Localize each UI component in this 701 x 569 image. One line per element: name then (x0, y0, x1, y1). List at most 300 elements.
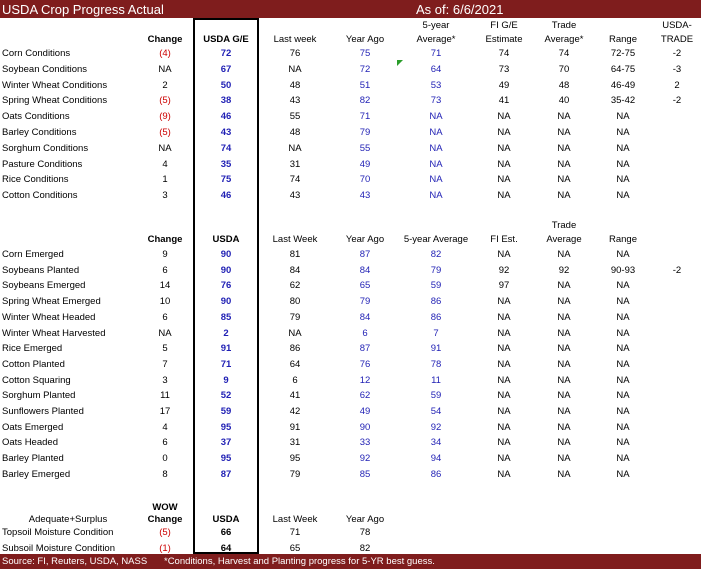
year-ago-cell: 43 (359, 190, 371, 202)
usda-cell: 76 (220, 280, 232, 292)
five-year-cell: 73 (430, 95, 442, 107)
five-year-cell: 59 (430, 280, 442, 292)
s1-header-5yr-1: 5-year (422, 20, 450, 31)
trade-average-cell: NA (557, 327, 571, 339)
table-row (0, 143, 701, 158)
trade-average-cell: NA (557, 127, 571, 138)
range-cell: NA (616, 111, 630, 123)
last-week-cell: 42 (289, 406, 301, 417)
row-label: Cotton Conditions (2, 190, 78, 202)
trade-average-cell: NA (557, 390, 571, 402)
last-week-cell: NA (288, 142, 302, 154)
change-cell: NA (158, 327, 172, 339)
s2-header-range: Range (609, 234, 637, 245)
fi-estimate-cell: NA (497, 468, 511, 480)
usda-trade-cell: -3 (672, 63, 682, 75)
row-label: Winter Wheat Conditions (2, 79, 108, 91)
trade-average-cell: NA (557, 358, 571, 370)
s3-header-year-ago: Year Ago (345, 514, 385, 525)
s2-header-year-ago: Year Ago (345, 234, 385, 245)
trade-average-cell: NA (557, 406, 571, 417)
usda-cell: 38 (220, 95, 232, 107)
s1-header-trade-2: Average* (544, 34, 584, 45)
row-label: Spring Wheat Conditions (2, 95, 108, 107)
range-cell: NA (616, 327, 630, 339)
s1-header-range: Range (609, 34, 637, 45)
s2-header-5yr: 5-year Average (403, 234, 469, 245)
range-cell: NA (616, 343, 630, 355)
s1-header-usda-trade-2: TRADE (660, 34, 694, 45)
fi-estimate-cell: NA (497, 249, 511, 260)
year-ago-cell: 76 (359, 358, 371, 370)
s2-header-trade-2: Average (546, 234, 582, 245)
table-row (0, 312, 701, 327)
usda-cell: 64 (220, 542, 232, 554)
five-year-cell: NA (429, 190, 443, 202)
s1-header-year-ago: Year Ago (345, 34, 385, 45)
fi-estimate-cell: NA (497, 406, 511, 417)
change-cell: 6 (162, 311, 168, 323)
five-year-cell: 86 (430, 311, 442, 323)
s2-header-fi: FI Est. (490, 234, 518, 245)
table-row (0, 174, 701, 189)
year-ago-cell: 79 (359, 127, 371, 138)
range-cell: 72-75 (610, 48, 636, 59)
title-bar (0, 0, 701, 18)
fi-estimate-cell: NA (497, 174, 511, 186)
table-row (0, 127, 701, 142)
usda-trade-cell: -2 (672, 48, 682, 59)
row-label: Pasture Conditions (2, 158, 83, 170)
fi-estimate-cell: NA (497, 374, 511, 386)
trade-average-cell: NA (557, 311, 571, 323)
last-week-cell: NA (288, 327, 302, 339)
table-row (0, 280, 701, 295)
usda-trade-cell: 2 (674, 79, 680, 91)
table-row (0, 469, 701, 484)
usda-cell: 90 (220, 296, 232, 308)
row-label: Soybean Conditions (2, 63, 88, 75)
range-cell: NA (616, 358, 630, 370)
s1-header-5yr-2: Average* (416, 34, 456, 45)
usda-cell: 90 (220, 249, 232, 260)
last-week-cell: 71 (289, 527, 301, 538)
year-ago-cell: 87 (359, 249, 371, 260)
table-row (0, 437, 701, 452)
row-label: Oats Emerged (2, 421, 64, 433)
fi-estimate-cell: 41 (498, 95, 510, 107)
range-cell: 64-75 (610, 63, 636, 75)
range-cell: NA (616, 296, 630, 308)
table-row (0, 64, 701, 79)
range-cell: NA (616, 390, 630, 402)
trade-average-cell: NA (557, 249, 571, 260)
last-week-cell: 43 (289, 95, 301, 107)
year-ago-cell: 49 (359, 158, 371, 170)
range-cell: NA (616, 374, 630, 386)
usda-trade-cell: -2 (672, 95, 682, 107)
trade-average-cell: 92 (558, 264, 570, 276)
s3-header-wow: WOW (152, 502, 178, 513)
range-cell: NA (616, 406, 630, 417)
range-cell: NA (616, 311, 630, 323)
usda-trade-cell: -2 (672, 264, 682, 276)
fi-estimate-cell: NA (497, 327, 511, 339)
fi-estimate-cell: NA (497, 127, 511, 138)
row-label: Rice Emerged (2, 343, 63, 355)
usda-cell: 85 (220, 311, 232, 323)
trade-average-cell: 74 (558, 48, 570, 59)
last-week-cell: 81 (289, 249, 301, 260)
last-week-cell: 6 (292, 374, 298, 386)
row-label: Corn Conditions (2, 48, 71, 59)
s1-header-fi-1: FI G/E (490, 20, 518, 31)
change-cell: 1 (162, 174, 168, 186)
usda-cell: 95 (220, 453, 232, 465)
fi-estimate-cell: 92 (498, 264, 510, 276)
five-year-cell: 82 (430, 249, 442, 260)
five-year-cell: 78 (430, 358, 442, 370)
year-ago-cell: 84 (359, 264, 371, 276)
year-ago-cell: 71 (359, 111, 371, 123)
s2-header-last-week: Last Week (272, 234, 318, 245)
five-year-cell: 86 (430, 296, 442, 308)
year-ago-cell: 51 (359, 79, 371, 91)
five-year-cell: 79 (430, 264, 442, 276)
last-week-cell: 48 (289, 127, 301, 138)
range-cell: NA (616, 280, 630, 292)
change-cell: 3 (162, 374, 168, 386)
range-cell: NA (616, 468, 630, 480)
last-week-cell: 95 (289, 453, 301, 465)
five-year-cell: 94 (430, 453, 442, 465)
table-row (0, 390, 701, 405)
usda-cell: 50 (220, 79, 232, 91)
fi-estimate-cell: NA (497, 158, 511, 170)
s3-header-usda: USDA (212, 514, 240, 525)
usda-cell: 43 (220, 127, 232, 138)
usda-cell: 66 (220, 527, 232, 538)
range-cell: NA (616, 127, 630, 138)
usda-cell: 9 (223, 374, 229, 386)
year-ago-cell: 82 (359, 95, 371, 107)
usda-cell: 87 (220, 468, 232, 480)
year-ago-cell: 70 (359, 174, 371, 186)
table-row (0, 265, 701, 280)
change-cell: 0 (162, 453, 168, 465)
last-week-cell: 48 (289, 79, 301, 91)
s1-header-last-week: Last week (273, 34, 317, 45)
five-year-cell: NA (429, 127, 443, 138)
fi-estimate-cell: 49 (498, 79, 510, 91)
fi-estimate-cell: NA (497, 311, 511, 323)
range-cell: NA (616, 437, 630, 449)
change-cell: (5) (159, 527, 171, 538)
year-ago-cell: 65 (359, 280, 371, 292)
range-cell: 35-42 (610, 95, 636, 107)
trade-average-cell: NA (557, 190, 571, 202)
usda-cell: 67 (220, 63, 232, 75)
trade-average-cell: NA (557, 111, 571, 123)
trade-average-cell: NA (557, 343, 571, 355)
usda-cell: 71 (220, 358, 232, 370)
five-year-cell: NA (429, 142, 443, 154)
table-row (0, 328, 701, 343)
s2-header-change: Change (147, 234, 183, 245)
last-week-cell: 74 (289, 174, 301, 186)
fi-estimate-cell: NA (497, 111, 511, 123)
year-ago-cell: 12 (359, 374, 371, 386)
last-week-cell: 80 (289, 296, 301, 308)
row-label: Cotton Planted (2, 358, 65, 370)
year-ago-cell: 49 (359, 406, 371, 417)
trade-average-cell: 70 (558, 63, 570, 75)
last-week-cell: 64 (289, 358, 301, 370)
page-title: USDA Crop Progress Actual (2, 2, 164, 17)
trade-average-cell: NA (557, 296, 571, 308)
five-year-cell: NA (429, 111, 443, 123)
five-year-cell: 11 (431, 374, 441, 386)
fi-estimate-cell: NA (497, 437, 511, 449)
row-label: Soybeans Planted (2, 264, 80, 276)
range-cell: NA (616, 249, 630, 260)
last-week-cell: 79 (289, 311, 301, 323)
trade-average-cell: NA (557, 158, 571, 170)
change-cell: 8 (162, 468, 168, 480)
year-ago-cell: 84 (359, 311, 371, 323)
fi-estimate-cell: NA (497, 296, 511, 308)
as-of-date: As of: 6/6/2021 (416, 2, 504, 17)
last-week-cell: 31 (289, 437, 301, 449)
change-cell: 10 (159, 296, 171, 308)
five-year-cell: 34 (430, 437, 442, 449)
usda-cell: 91 (220, 343, 232, 355)
year-ago-cell: 72 (359, 63, 371, 75)
s1-header-trade-1: Trade (551, 20, 577, 31)
change-cell: 17 (159, 406, 171, 417)
change-cell: 5 (162, 343, 168, 355)
year-ago-cell: 75 (359, 48, 371, 59)
trade-average-cell: NA (557, 468, 571, 480)
range-cell: NA (616, 174, 630, 186)
row-label: Cotton Squaring (2, 374, 71, 386)
fi-estimate-cell: NA (497, 358, 511, 370)
row-label: Spring Wheat Emerged (2, 296, 101, 308)
year-ago-cell: 6 (362, 327, 368, 339)
trade-average-cell: NA (557, 142, 571, 154)
footer-bar (0, 554, 701, 569)
table-row (0, 343, 701, 358)
fi-estimate-cell: 74 (498, 48, 510, 59)
year-ago-cell: 55 (359, 142, 371, 154)
table-row (0, 190, 701, 205)
usda-cell: 46 (220, 190, 232, 202)
row-label: Barley Emerged (2, 468, 71, 480)
usda-cell: 90 (220, 264, 232, 276)
fi-estimate-cell: 97 (498, 280, 510, 292)
row-label: Sorghum Planted (2, 390, 76, 402)
last-week-cell: 91 (289, 421, 301, 433)
five-year-cell: 7 (433, 327, 439, 339)
five-year-cell: 54 (430, 406, 442, 417)
last-week-cell: 65 (289, 542, 301, 554)
row-label: Winter Wheat Harvested (2, 327, 106, 339)
row-label: Winter Wheat Headed (2, 311, 96, 323)
trade-average-cell: NA (557, 280, 571, 292)
usda-cell: 59 (220, 406, 232, 417)
last-week-cell: 31 (289, 158, 301, 170)
fi-estimate-cell: NA (497, 343, 511, 355)
change-cell: 11 (160, 390, 170, 402)
usda-cell: 74 (220, 142, 232, 154)
s1-header-usda-trade-1: USDA- (662, 20, 692, 31)
footer-note: *Conditions, Harvest and Planting progress for 5-YR best guess. (164, 556, 435, 567)
change-cell: 4 (162, 421, 168, 433)
table-row (0, 375, 701, 390)
year-ago-cell: 85 (359, 468, 371, 480)
footer-source: Source: FI, Reuters, USDA, NASS (2, 556, 148, 567)
change-cell: 4 (162, 158, 168, 170)
usda-cell: 72 (220, 48, 232, 59)
s2-header-usda: USDA (212, 234, 240, 245)
change-cell: NA (158, 142, 172, 154)
trade-average-cell: NA (557, 174, 571, 186)
table-row (0, 95, 701, 110)
change-cell: NA (158, 63, 172, 75)
table-row (0, 296, 701, 311)
change-cell: 9 (162, 249, 168, 260)
row-label: Barley Planted (2, 453, 64, 465)
row-label: Rice Conditions (2, 174, 69, 186)
range-cell: NA (616, 158, 630, 170)
usda-cell: 95 (220, 421, 232, 433)
usda-cell: 75 (220, 174, 232, 186)
usda-cell: 52 (220, 390, 232, 402)
range-cell: 90-93 (610, 264, 636, 276)
five-year-cell: NA (429, 174, 443, 186)
row-label: Barley Conditions (2, 127, 77, 138)
last-week-cell: 43 (289, 190, 301, 202)
fi-estimate-cell: NA (497, 421, 511, 433)
year-ago-cell: 79 (359, 296, 371, 308)
change-cell: 2 (162, 79, 168, 91)
trade-average-cell: NA (557, 374, 571, 386)
five-year-cell: 71 (430, 48, 442, 59)
fi-estimate-cell: NA (497, 390, 511, 402)
trade-average-cell: NA (557, 453, 571, 465)
table-row (0, 249, 701, 264)
change-cell: (4) (159, 48, 171, 59)
change-cell: 7 (162, 358, 168, 370)
year-ago-cell: 82 (359, 542, 371, 554)
row-label: Oats Conditions (2, 111, 70, 123)
last-week-cell: NA (288, 63, 302, 75)
year-ago-cell: 62 (359, 390, 371, 402)
s3-header-change: Change (147, 514, 183, 525)
five-year-cell: 59 (430, 390, 442, 402)
change-cell: (9) (159, 111, 171, 123)
s1-header-usda: USDA G/E (203, 34, 249, 45)
s2-header-trade-1: Trade (551, 220, 577, 231)
change-cell: 3 (162, 190, 168, 202)
last-week-cell: 76 (289, 48, 301, 59)
last-week-cell: 55 (289, 111, 301, 123)
change-cell: (5) (159, 95, 171, 107)
last-week-cell: 41 (289, 390, 301, 402)
fi-estimate-cell: NA (497, 190, 511, 202)
five-year-cell: 64 (430, 63, 442, 75)
range-cell: NA (616, 142, 630, 154)
change-cell: 14 (159, 280, 171, 292)
table-row (0, 453, 701, 468)
range-cell: 46-49 (610, 79, 636, 91)
table-row (0, 406, 701, 421)
s3-header-adequate: Adequate+Surplus (28, 514, 108, 525)
row-label: Soybeans Emerged (2, 280, 86, 292)
row-label: Subsoil Moisture Condition (2, 542, 116, 554)
range-cell: NA (616, 421, 630, 433)
s1-header-change: Change (147, 34, 183, 45)
trade-average-cell: NA (557, 421, 571, 433)
row-label: Sorghum Conditions (2, 142, 89, 154)
range-cell: NA (616, 453, 630, 465)
change-cell: (1) (159, 542, 171, 554)
five-year-cell: 53 (430, 79, 442, 91)
row-label: Topsoil Moisture Condition (2, 527, 114, 538)
usda-cell: 2 (223, 327, 229, 339)
five-year-cell: 91 (430, 343, 442, 355)
usda-cell: 35 (220, 158, 232, 170)
table-row (0, 111, 701, 126)
trade-average-cell: 48 (558, 79, 570, 91)
fi-estimate-cell: NA (497, 453, 511, 465)
fi-estimate-cell: 73 (498, 63, 510, 75)
row-label: Corn Emerged (2, 249, 64, 260)
table-row (0, 48, 701, 63)
last-week-cell: 62 (289, 280, 301, 292)
row-label: Sunflowers Planted (2, 406, 84, 417)
last-week-cell: 86 (289, 343, 301, 355)
table-row (0, 359, 701, 374)
trade-average-cell: 40 (558, 95, 570, 107)
five-year-cell: NA (429, 158, 443, 170)
table-row (0, 80, 701, 95)
s3-header-last-week: Last Week (272, 514, 318, 525)
s1-header-fi-2: Estimate (485, 34, 523, 45)
year-ago-cell: 33 (359, 437, 371, 449)
table-row (0, 527, 701, 542)
five-year-cell: 86 (430, 468, 442, 480)
change-cell: (5) (159, 127, 171, 138)
usda-cell: 37 (220, 437, 232, 449)
table-row (0, 422, 701, 437)
year-ago-cell: 92 (359, 453, 371, 465)
year-ago-cell: 87 (359, 343, 371, 355)
trade-average-cell: NA (557, 437, 571, 449)
table-row (0, 159, 701, 174)
last-week-cell: 84 (289, 264, 301, 276)
row-label: Oats Headed (2, 437, 58, 449)
fi-estimate-cell: NA (497, 142, 511, 154)
usda-cell: 46 (220, 111, 232, 123)
change-cell: 6 (162, 264, 168, 276)
change-cell: 6 (162, 437, 168, 449)
last-week-cell: 79 (289, 468, 301, 480)
five-year-cell: 92 (430, 421, 442, 433)
year-ago-cell: 78 (359, 527, 371, 538)
range-cell: NA (616, 190, 630, 202)
year-ago-cell: 90 (359, 421, 371, 433)
